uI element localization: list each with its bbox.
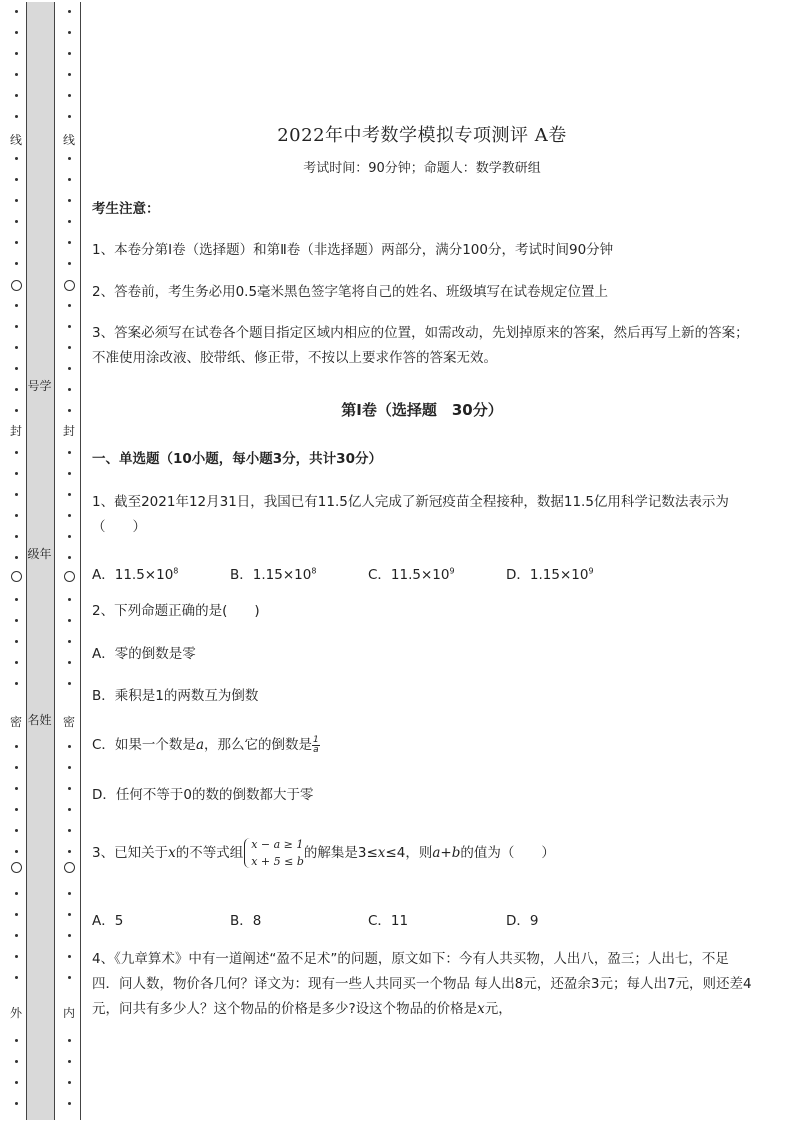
seal-word-feng: 封: [9, 424, 22, 438]
dot: [15, 808, 18, 811]
circle-mark: [64, 571, 75, 582]
dot: [15, 535, 18, 538]
dot: [68, 766, 71, 769]
option-a: A．5: [92, 913, 124, 929]
dot: [68, 346, 71, 349]
dot: [68, 955, 71, 958]
dot: [15, 1039, 18, 1042]
seal-word-mi: 密: [62, 715, 75, 729]
dot: [68, 451, 71, 454]
question-2-stem: 2、下列命题正确的是( ): [92, 603, 260, 619]
dot: [68, 73, 71, 76]
dot: [15, 640, 18, 643]
dot: [68, 241, 71, 244]
dot: [15, 1102, 18, 1105]
dot: [15, 682, 18, 685]
notice-heading: 考生注意：: [92, 201, 160, 217]
dot: [15, 52, 18, 55]
seal-word-feng: 封: [62, 424, 75, 438]
dot: [68, 1039, 71, 1042]
student-id-label: 号学: [27, 379, 52, 393]
inner-seal-line: [59, 0, 79, 1123]
circle-mark: [11, 571, 22, 582]
dot: [15, 766, 18, 769]
dot: [68, 682, 71, 685]
dot: [68, 976, 71, 979]
dot: [68, 199, 71, 202]
seal-word-xian: 线: [62, 133, 75, 147]
notice-item-1: 1、本卷分第Ⅰ卷（选择题）和第Ⅱ卷（非选择题）两部分，满分100分，考试时间90分钟: [92, 242, 614, 258]
dot: [15, 892, 18, 895]
dot: [15, 73, 18, 76]
dot: [68, 409, 71, 412]
dot: [15, 619, 18, 622]
question-4-stem: 4、《九章算术》中有一道阐述“盈不足术”的问题，原文如下：今有人共买物，人出八，盈三；人出七，不足四．问人数，物价各几何？译文为：现有一些人共同买一个物品 每人出8元，还盈余3元；每人出7元，则还差4元，问共有多少人？这个物品的价格是多少?设这个物品的价格是x元，: [92, 951, 752, 1017]
dot: [68, 598, 71, 601]
dot: [68, 556, 71, 559]
question-2-option-a: A．零的倒数是零: [92, 646, 196, 662]
question-1-stem: 1、截至2021年12月31日，我国已有11.5亿人完成了新冠疫苗全程接种，数据11.5亿用科学记数法表示为（ ）: [92, 494, 729, 535]
circle-mark: [11, 280, 22, 291]
dot: [68, 1081, 71, 1084]
name-label: 名姓: [27, 713, 52, 727]
seal-word-wai: 外: [9, 1006, 22, 1020]
fraction: $\frac{1}{a}$: [313, 734, 319, 755]
dot: [68, 304, 71, 307]
question-3-options: [92, 909, 752, 929]
circle-mark: [64, 280, 75, 291]
dot: [68, 115, 71, 118]
dot: [15, 913, 18, 916]
dot: [15, 346, 18, 349]
dot: [15, 850, 18, 853]
dot: [68, 178, 71, 181]
dot: [68, 472, 71, 475]
option-b: B．$1.15\times 10^8$: [230, 566, 317, 583]
option-c: C．$11.5\times 10^9$: [368, 566, 455, 583]
dot: [15, 493, 18, 496]
option-b: B．8: [230, 913, 262, 929]
dot: [15, 220, 18, 223]
dot: [15, 10, 18, 13]
dot: [68, 787, 71, 790]
dot: [15, 829, 18, 832]
dot: [68, 220, 71, 223]
dot: [15, 451, 18, 454]
dot: [68, 94, 71, 97]
outer-seal-line: [6, 0, 26, 1123]
question-2-option-d: D．任何不等于0的数的倒数都大于零: [92, 787, 314, 803]
inequality-system: x − a ≥ 1 x + 5 ≤ b: [243, 836, 304, 870]
question-3-stem: 3、已知关于x的不等式组 x − a ≥ 1 x + 5 ≤ b 的解集是3≤x≤4，则a+b的值为（ ）: [92, 838, 555, 868]
dot: [68, 535, 71, 538]
option-c: C．11: [368, 913, 409, 929]
dot: [68, 640, 71, 643]
dot: [68, 1102, 71, 1105]
dot: [68, 31, 71, 34]
dot: [15, 409, 18, 412]
option-a: A．$11.5\times 10^8$: [92, 566, 179, 583]
class-label: 级年: [27, 547, 52, 561]
dot: [68, 10, 71, 13]
dot: [68, 1060, 71, 1063]
dot: [15, 31, 18, 34]
dot: [68, 493, 71, 496]
dot: [15, 115, 18, 118]
option-d: D．$1.15\times 10^9$: [506, 566, 594, 583]
dot: [68, 52, 71, 55]
question-1-options: [92, 563, 752, 583]
dot: [68, 808, 71, 811]
dot: [68, 619, 71, 622]
dot: [15, 325, 18, 328]
question-2-option-b: B．乘积是1的两数互为倒数: [92, 688, 259, 704]
dot: [68, 262, 71, 265]
dot: [15, 1060, 18, 1063]
section-title: 第Ⅰ卷（选择题 30分）: [341, 401, 503, 419]
circle-mark: [11, 862, 22, 873]
dot: [15, 199, 18, 202]
dot: [68, 661, 71, 664]
dot: [68, 388, 71, 391]
notice-item-2: 2、答卷前，考生务必用0.5毫米黑色签字笔将自己的姓名、班级填写在试卷规定位置上: [92, 284, 609, 300]
seal-word-xian: 线: [9, 133, 22, 147]
dot: [68, 745, 71, 748]
dot: [15, 787, 18, 790]
dot: [68, 514, 71, 517]
dot: [68, 829, 71, 832]
dot: [15, 934, 18, 937]
notice-item-3: 3、答案必须写在试卷各个题目指定区域内相应的位置，如需改动，先划掉原来的答案，然后再写上新的答案；不准使用涂改液、胶带纸、修正带，不按以上要求作答的答案无效。: [92, 325, 749, 366]
page-title: 2022年中考数学模拟专项测评 A卷: [277, 125, 567, 146]
dot: [15, 388, 18, 391]
dot: [15, 178, 18, 181]
dot: [68, 892, 71, 895]
dot: [15, 94, 18, 97]
seal-word-mi: 密: [9, 715, 22, 729]
dot: [15, 661, 18, 664]
dot: [15, 1081, 18, 1084]
dot: [68, 913, 71, 916]
dot: [15, 955, 18, 958]
dot: [15, 472, 18, 475]
dot: [68, 157, 71, 160]
dot: [68, 850, 71, 853]
dot: [15, 157, 18, 160]
dot: [15, 514, 18, 517]
circle-mark: [64, 862, 75, 873]
dot: [15, 367, 18, 370]
option-d: D．9: [506, 913, 539, 929]
question-2-option-c: C．如果一个数是a，那么它的倒数是 $\frac{1}{a}$: [92, 734, 319, 755]
dot: [15, 745, 18, 748]
dot: [68, 367, 71, 370]
dot: [15, 241, 18, 244]
dot: [68, 934, 71, 937]
dot: [15, 598, 18, 601]
part-title: 一、单选题（10小题，每小题3分，共计30分）: [92, 451, 382, 467]
seal-word-nei: 内: [62, 1006, 75, 1020]
dot: [15, 304, 18, 307]
dot: [68, 325, 71, 328]
dot: [15, 556, 18, 559]
dot: [15, 262, 18, 265]
dot: [15, 976, 18, 979]
exam-info: 考试时间：90分钟；命题人：数学教研组: [303, 161, 541, 176]
